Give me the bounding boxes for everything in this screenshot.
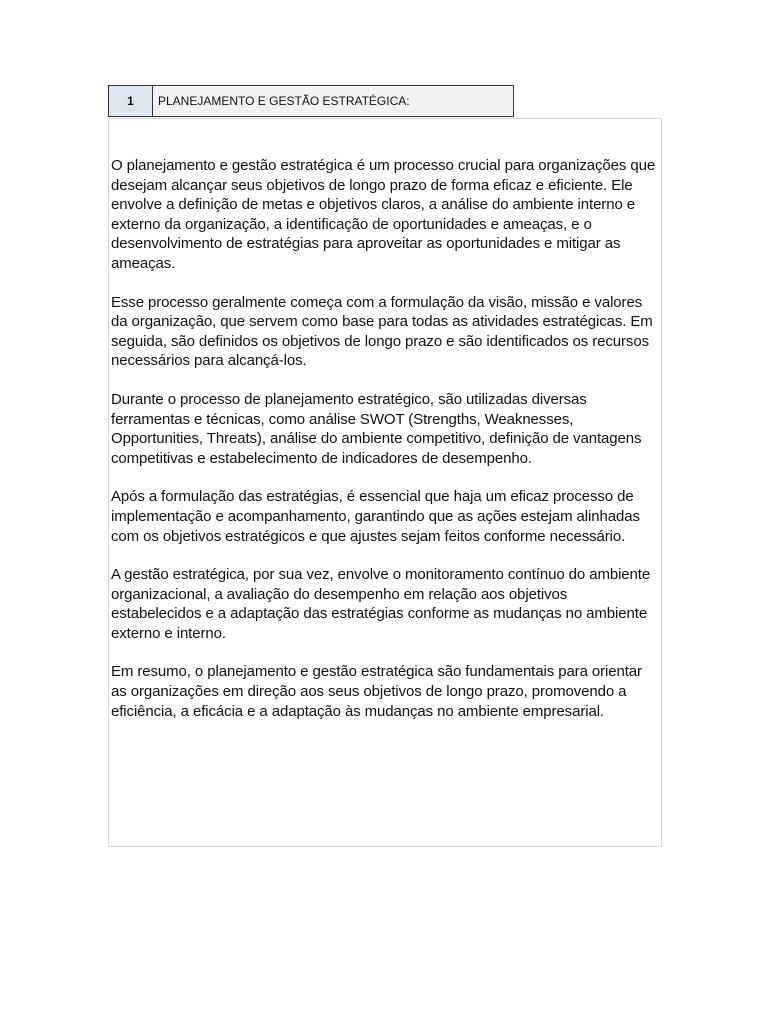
paragraph-5: A gestão estratégica, por sua vez, envolve o monitoramento contínuo do ambiente organizacional, a avaliação do desempenho em relação aos objetivos estabelecidos e a adaptação das estratégias conforme as mudanças no ambiente externo e interno. (111, 566, 651, 642)
paragraph-4: Após a formulação das estratégias, é essencial que haja um eficaz processo de implementação e acompanhamento, garantindo que as ações estejam alinhadas com os objetivos estratégicos e que ajustes sejam feitos conforme necessário. (111, 488, 640, 545)
paragraph-6: Em resumo, o planejamento e gestão estratégica são fundamentais para orientar as organizações em direção aos seus objetivos de longo prazo, promovendo a eficiência, a eficácia e a adaptação às mudanças no ambiente empresarial. (111, 663, 642, 720)
paragraph-1: O planejamento e gestão estratégica é um processo crucial para organizações que desejam alcançar seus objetivos de longo prazo de forma eficaz e eficiente. Ele envolve a definição de metas e objetivos claros, a análise do ambiente interno e externo da organização, a identificação de oportunidades e ameaças, e o desenvolvimento de estratégias para aproveitar as oportunidades e mitigar as ameaças. (111, 157, 656, 272)
content-text-box (108, 118, 662, 847)
paragraph-2: Esse processo geralmente começa com a formulação da visão, missão e valores da organização, que servem como base para todas as atividades estratégicas. Em seguida, são definidos os objetivos de longo prazo e são identificados os recursos necessários para alcançá-los. (111, 293, 653, 370)
paragraph-3: Durante o processo de planejamento estratégico, são utilizadas diversas ferramentas e técnicas, como análise SWOT (Strengths, Weaknesses, Opportunities, Threats), análise do ambiente competitivo, definição de vantagens competitivas e estabelecimento de indicadores de desempenho. (111, 390, 642, 467)
section-number: 1 (109, 86, 153, 116)
section-header (108, 85, 514, 117)
section-title: PLANEJAMENTO E GESTÃO ESTRATÉGICA: (158, 94, 410, 108)
